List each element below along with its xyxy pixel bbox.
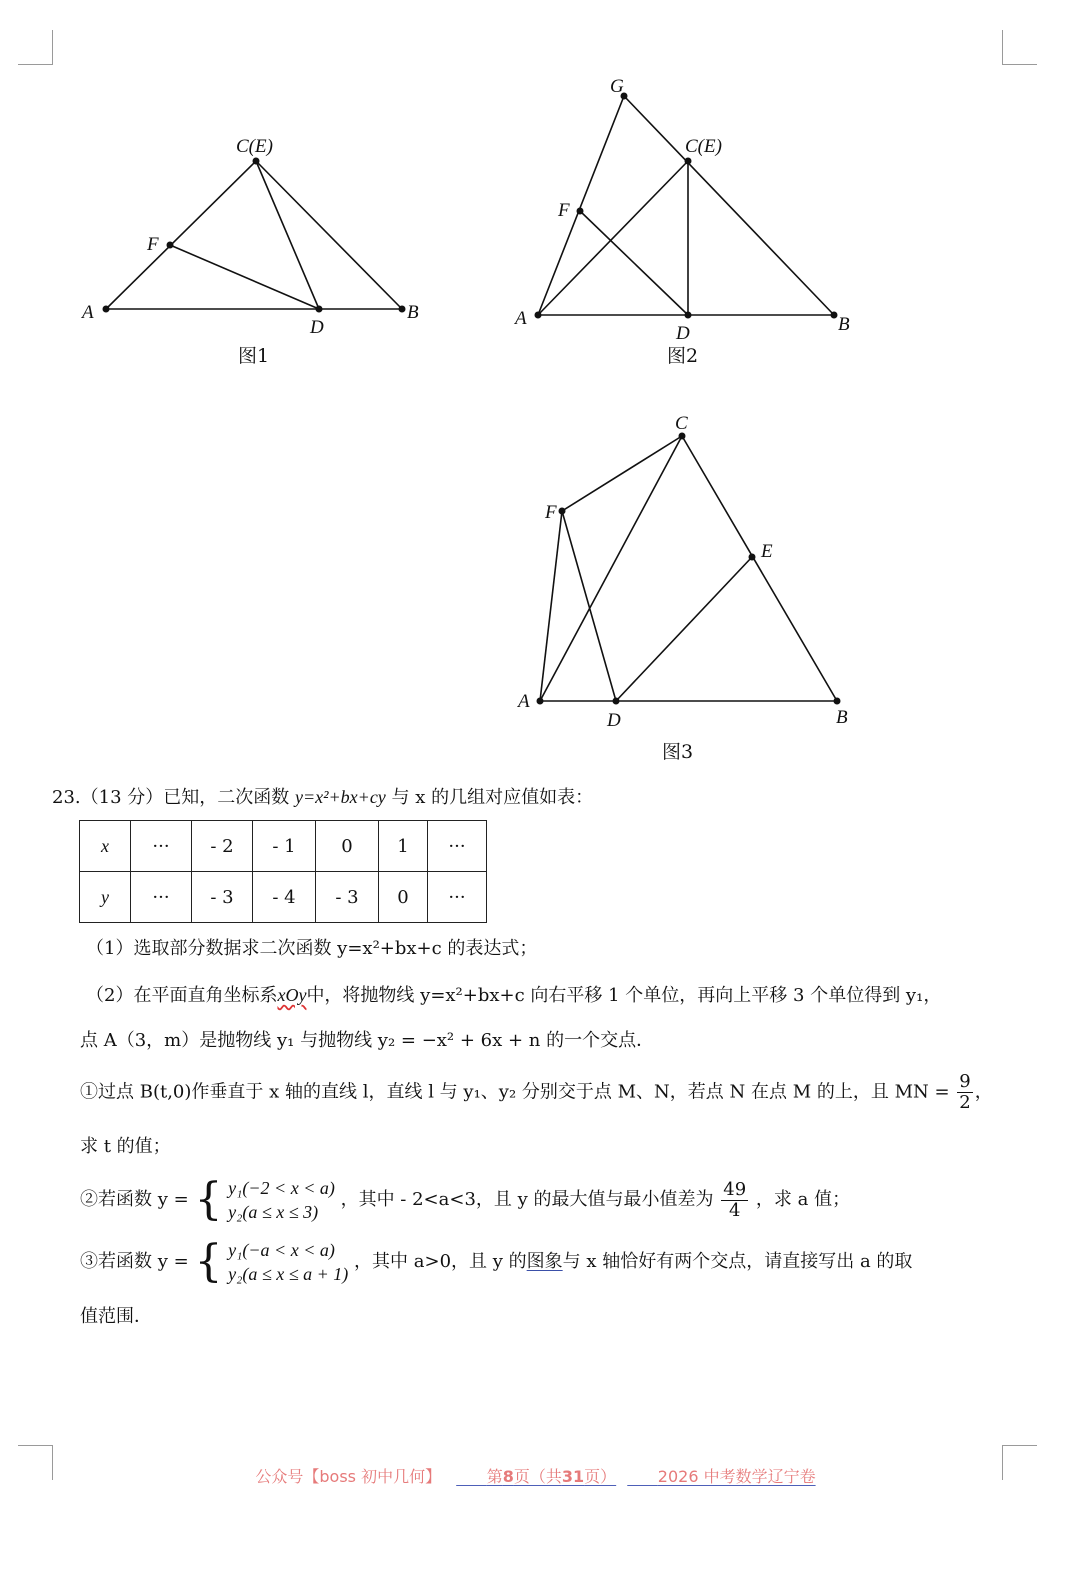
footer-page-number: 8 — [502, 1467, 514, 1486]
problem-number: 23. — [52, 787, 81, 808]
piece-row-1: y₁(−2 < x < a) — [228, 1178, 335, 1198]
subquestion-3-line-2: 值范围． — [80, 1306, 152, 1327]
table-row-x — [80, 821, 487, 872]
subquestion-2-pre: ②若函数 y = — [80, 1189, 189, 1210]
fig3-label-a: A — [518, 691, 530, 712]
fig1-label-c: C(E) — [236, 136, 273, 157]
fraction-denominator: 4 — [728, 1199, 741, 1221]
fig1-label-b: B — [407, 302, 419, 323]
underlined-term: 图象 — [526, 1251, 563, 1272]
table-cell: ··· — [428, 872, 487, 923]
footer-page-suffix: 页） — [584, 1467, 617, 1486]
footer-source: 公众号【boss 初中几何】 — [255, 1467, 442, 1486]
fig2-label-d: D — [676, 323, 690, 344]
fraction-numerator: 9 — [959, 1071, 971, 1092]
fig2-label-f: F — [558, 200, 570, 221]
fig2-caption: 图2 — [667, 345, 699, 367]
fig2-label-g: G — [610, 76, 624, 97]
footer-exam-text: 2026 中考数学辽宁卷 — [657, 1467, 816, 1486]
problem-intro-tail: 与 x 的几组对应值如表： — [391, 787, 594, 808]
table-cell: ··· — [428, 821, 487, 872]
fig3-label-b: B — [836, 707, 848, 728]
table-cell: - 1 — [253, 821, 316, 872]
subquestion-3 — [80, 1238, 912, 1286]
fig2-label-a: A — [515, 308, 527, 329]
table-cell: - 3 — [192, 872, 253, 923]
fig3-label-d: D — [607, 710, 621, 731]
table-cell: 1 — [379, 821, 428, 872]
subquestion-3-post-b: 与 x 轴恰好有两个交点，请直接写出 a 的取 — [562, 1251, 913, 1272]
piecewise-function-3 — [194, 1238, 348, 1286]
subquestion-1-line-2: 求 t 的值； — [80, 1136, 171, 1157]
table-cell: ··· — [131, 872, 192, 923]
question-2-line-2: 点 A（3，m）是抛物线 y₁ 与抛物线 y₂ = −x² + 6x + n 的一个交点． — [80, 1030, 655, 1051]
piece-row-2: y₂(a ≤ x ≤ a + 1) — [228, 1264, 349, 1284]
fraction-numerator: 49 — [723, 1178, 747, 1200]
subquestion-3-post-a: ，其中 a>0，且 y 的 — [354, 1251, 527, 1272]
piece-row-1: y₁(−a < x < a) — [228, 1240, 335, 1260]
fig3-caption: 图3 — [662, 741, 694, 763]
fig1-label-f: F — [147, 234, 159, 255]
table-header-x: x — [80, 821, 131, 872]
problem-intro-func: y=x²+bx+cy — [295, 787, 386, 807]
footer-page-info — [456, 1467, 616, 1486]
footer-exam-name — [627, 1467, 815, 1486]
question-2-text-b: 中，将抛物线 y=x²+bx+c 向右平移 1 个单位，再向上平移 3 个单位得到 y₁， — [306, 985, 942, 1006]
problem-points: （13 分） — [80, 787, 164, 808]
subquestion-3-pre: ③若函数 y = — [80, 1251, 189, 1272]
table-cell: ··· — [131, 821, 192, 872]
figure-3-lines — [540, 436, 837, 701]
fig1-caption: 图1 — [238, 345, 270, 367]
page-footer — [0, 1464, 1071, 1487]
fig2-label-c: C(E) — [685, 136, 722, 157]
footer-page-mid: 页（共 — [513, 1467, 562, 1486]
fraction-49-quarters — [721, 1180, 748, 1221]
question-1: （1）选取部分数据求二次函数 y=x²+bx+c 的表达式； — [86, 938, 538, 959]
footer-page-prefix: 第 — [486, 1467, 503, 1486]
problem-heading — [52, 784, 593, 811]
subquestion-2-post: ，其中 - 2<a<3，且 y 的最大值与最小值差为 — [340, 1189, 714, 1210]
footer-page-total: 31 — [561, 1467, 585, 1486]
table-header-y: y — [80, 872, 131, 923]
figure-2-lines — [538, 96, 834, 315]
table-row-y — [80, 872, 487, 923]
coordinate-system-name: xOy — [277, 985, 307, 1005]
subquestion-2 — [80, 1176, 850, 1224]
fig1-label-a: A — [82, 302, 94, 323]
fig3-label-e: E — [761, 541, 773, 562]
table-cell: - 4 — [253, 872, 316, 923]
piece-row-2: y₂(a ≤ x ≤ 3) — [228, 1202, 319, 1222]
fig2-label-b: B — [838, 314, 850, 335]
table-cell: - 3 — [316, 872, 379, 923]
problem-intro: 已知，二次函数 — [163, 787, 290, 808]
geometry-figures — [0, 0, 1071, 780]
table-cell: - 2 — [192, 821, 253, 872]
fraction-nine-halves — [957, 1072, 972, 1113]
subquestion-1-text: ①过点 B(t,0)作垂直于 x 轴的直线 l，直线 l 与 y₁、y₂ 分别交于点 M、N，若点 N 在点 M 的上，且 MN = — [80, 1081, 950, 1103]
fraction-denominator: 2 — [959, 1092, 971, 1113]
fig3-label-f: F — [545, 502, 557, 523]
fig1-label-d: D — [310, 317, 324, 338]
question-2-text-a: （2）在平面直角坐标系 — [86, 985, 278, 1006]
table-cell: 0 — [316, 821, 379, 872]
question-2-line-1 — [86, 982, 941, 1009]
left-brace: { — [194, 1174, 223, 1225]
subquestion-1-line-1: ①过点 B(t,0)作垂直于 x 轴的直线 l，直线 l 与 y₁、y₂ 分别交于点 M、N，若点 N 在点 M 的上，且 MN = $\frac{9}{2}$ ， — [80, 1071, 993, 1113]
table-cell: 0 — [379, 872, 428, 923]
piecewise-function-2 — [194, 1176, 334, 1224]
subquestion-2-tail: ，求 a 值； — [755, 1189, 851, 1210]
value-table — [79, 820, 487, 923]
left-brace: { — [194, 1236, 223, 1287]
fig3-label-c: C — [675, 413, 688, 434]
